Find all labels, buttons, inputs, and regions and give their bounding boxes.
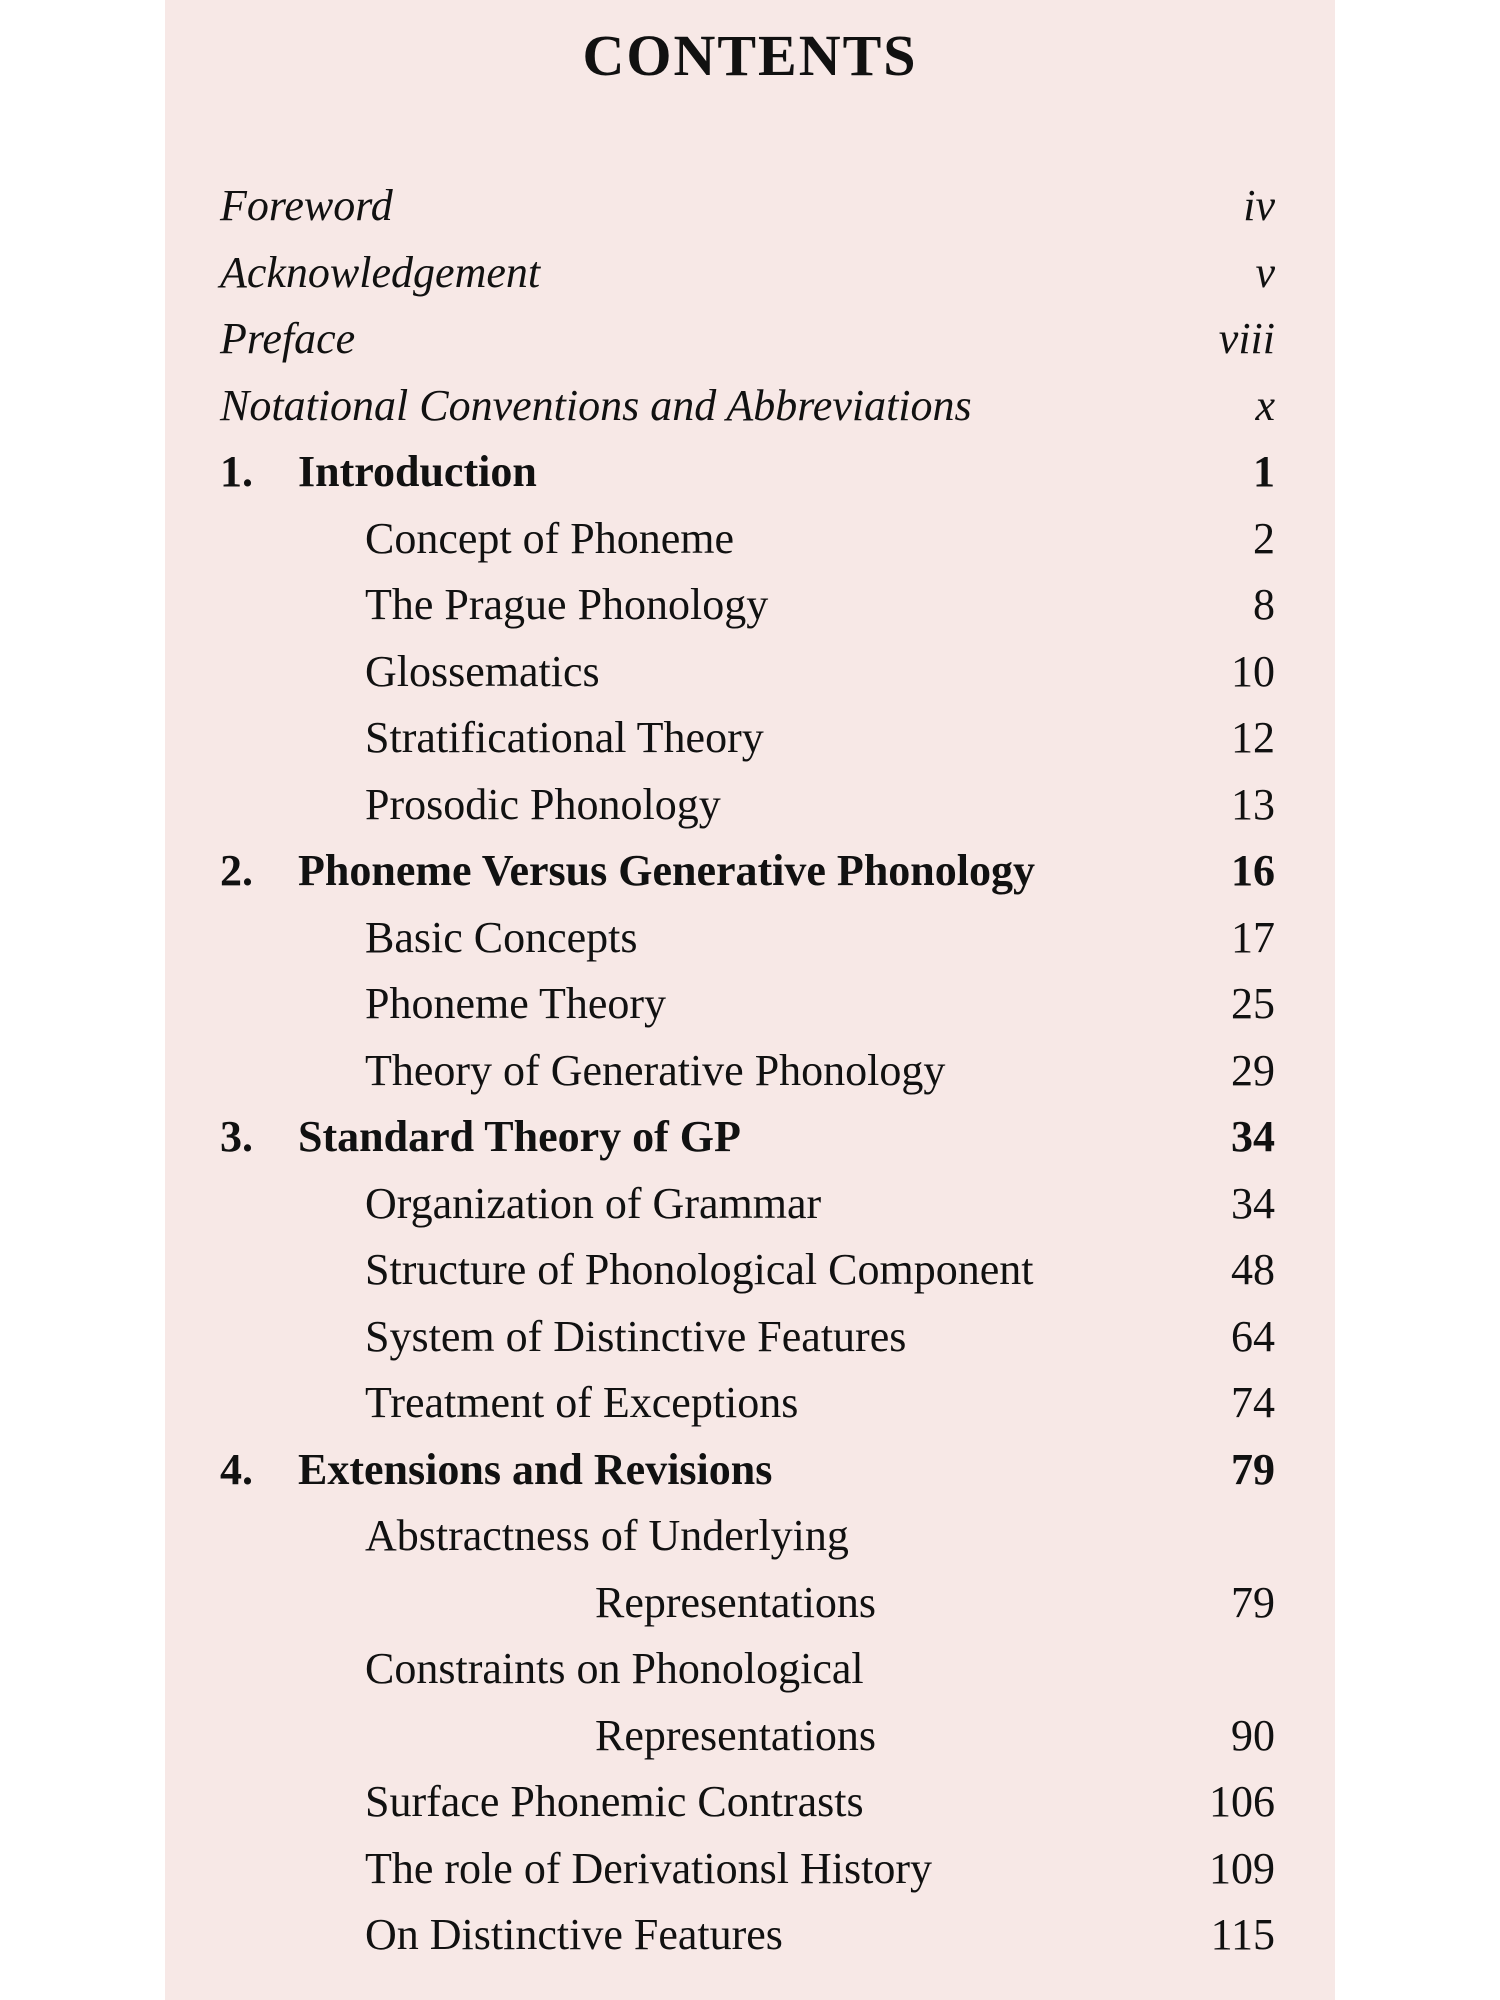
entry-page-number: iv: [1243, 181, 1275, 230]
chapter-number: 3.: [220, 1112, 253, 1161]
entry-page-number: 10: [1231, 646, 1275, 696]
toc-section-entry: [220, 1045, 1275, 1112]
chapter-title: Phoneme Versus Generative Phonology: [298, 846, 1035, 895]
section-label: Structure of Phonological Component: [365, 1245, 1034, 1294]
page-title: CONTENTS: [582, 23, 918, 88]
chapter-number: 2.: [220, 846, 253, 895]
section-label-continuation: Representations: [595, 1710, 877, 1760]
toc-section-entry: [220, 513, 1275, 580]
entry-page-number: 74: [1231, 1378, 1275, 1427]
table-of-contents: [220, 180, 1275, 1976]
toc-section-entry: [220, 1776, 1275, 1843]
section-label: Treatment of Exceptions: [365, 1378, 799, 1427]
entry-label: Preface: [220, 314, 356, 363]
toc-front-matter-entry: [220, 180, 1275, 247]
entry-page-number: 34: [1231, 1112, 1275, 1161]
entry-page-number: 34: [1231, 1178, 1275, 1228]
toc-section-entry: [220, 1643, 1275, 1710]
entry-page-number: 48: [1231, 1245, 1275, 1294]
toc-front-matter-entry: [220, 247, 1275, 314]
entry-label: Acknowledgement: [220, 247, 541, 297]
toc-section-entry: [220, 912, 1275, 979]
entry-page-number: 79: [1231, 1577, 1275, 1627]
chapter-heading: [220, 446, 537, 497]
toc-chapter-entry: [220, 1444, 1275, 1511]
entry-page-number: v: [1255, 247, 1275, 297]
entry-page-number: 115: [1210, 1910, 1275, 1959]
toc-section-entry: [220, 712, 1275, 779]
entry-page-number: 106: [1209, 1777, 1275, 1826]
section-label-continuation: Representations: [595, 1577, 877, 1627]
toc-chapter-entry: [220, 1111, 1275, 1178]
toc-section-entry: [220, 1377, 1275, 1444]
entry-page-number: 17: [1231, 912, 1275, 962]
toc-section-entry: [220, 1244, 1275, 1311]
section-label: Organization of Grammar: [365, 1178, 822, 1228]
chapter-title: Extensions and Revisions: [298, 1444, 773, 1494]
toc-section-entry: [220, 1843, 1275, 1910]
toc-section-entry: [220, 1178, 1275, 1245]
section-label: The role of Derivationsl History: [365, 1843, 932, 1893]
entry-page-number: 12: [1231, 713, 1275, 762]
entry-page-number: 13: [1231, 779, 1275, 829]
entry-page-number: 25: [1231, 979, 1275, 1028]
entry-label: Notational Conventions and Abbreviations: [220, 380, 972, 430]
entry-page-number: 8: [1253, 580, 1275, 629]
entry-page-number: 2: [1253, 513, 1275, 563]
section-label: On Distinctive Features: [365, 1910, 783, 1959]
entry-page-number: viii: [1218, 314, 1275, 363]
toc-front-matter-entry: [220, 380, 1275, 447]
section-label: Theory of Generative Phonology: [365, 1045, 946, 1095]
entry-page-number: 64: [1231, 1311, 1275, 1361]
toc-section-continuation: [220, 1710, 1275, 1777]
chapter-number: 1.: [220, 447, 253, 496]
section-label: Stratificational Theory: [365, 713, 764, 762]
entry-page-number: 90: [1231, 1710, 1275, 1760]
entry-page-number: 109: [1209, 1843, 1275, 1893]
chapter-heading: [220, 1111, 741, 1162]
toc-chapter-entry: [220, 845, 1275, 912]
toc-section-continuation: [220, 1577, 1275, 1644]
section-label: System of Distinctive Features: [365, 1311, 907, 1361]
section-label: Surface Phonemic Contrasts: [365, 1777, 864, 1826]
toc-section-entry: [220, 779, 1275, 846]
section-label: The Prague Phonology: [365, 580, 769, 629]
section-label: Phoneme Theory: [365, 979, 667, 1028]
chapter-number: 4.: [220, 1444, 253, 1494]
toc-front-matter-entry: [220, 313, 1275, 380]
section-label: Basic Concepts: [365, 912, 638, 962]
chapter-heading: [220, 1444, 772, 1495]
entry-page-number: 16: [1231, 846, 1275, 895]
toc-section-entry: [220, 1909, 1275, 1976]
toc-section-entry: [220, 1510, 1275, 1577]
section-label: Prosodic Phonology: [365, 779, 721, 829]
section-label: Concept of Phoneme: [365, 513, 735, 563]
entry-page-number: x: [1255, 380, 1275, 430]
chapter-heading: [220, 845, 1035, 896]
toc-section-entry: [220, 579, 1275, 646]
section-label: Constraints on Phonological: [365, 1644, 864, 1693]
chapter-title: Standard Theory of GP: [298, 1112, 741, 1161]
entry-page-number: 79: [1231, 1444, 1275, 1494]
entry-page-number: 29: [1231, 1045, 1275, 1095]
toc-section-entry: [220, 646, 1275, 713]
toc-section-entry: [220, 978, 1275, 1045]
chapter-title: Introduction: [298, 447, 537, 496]
book-page: [165, 0, 1335, 2000]
toc-chapter-entry: [220, 446, 1275, 513]
section-label: Glossematics: [365, 646, 600, 696]
entry-label: Foreword: [220, 181, 393, 230]
toc-section-entry: [220, 1311, 1275, 1378]
section-label: Abstractness of Underlying: [365, 1511, 849, 1560]
entry-page-number: 1: [1253, 447, 1275, 496]
